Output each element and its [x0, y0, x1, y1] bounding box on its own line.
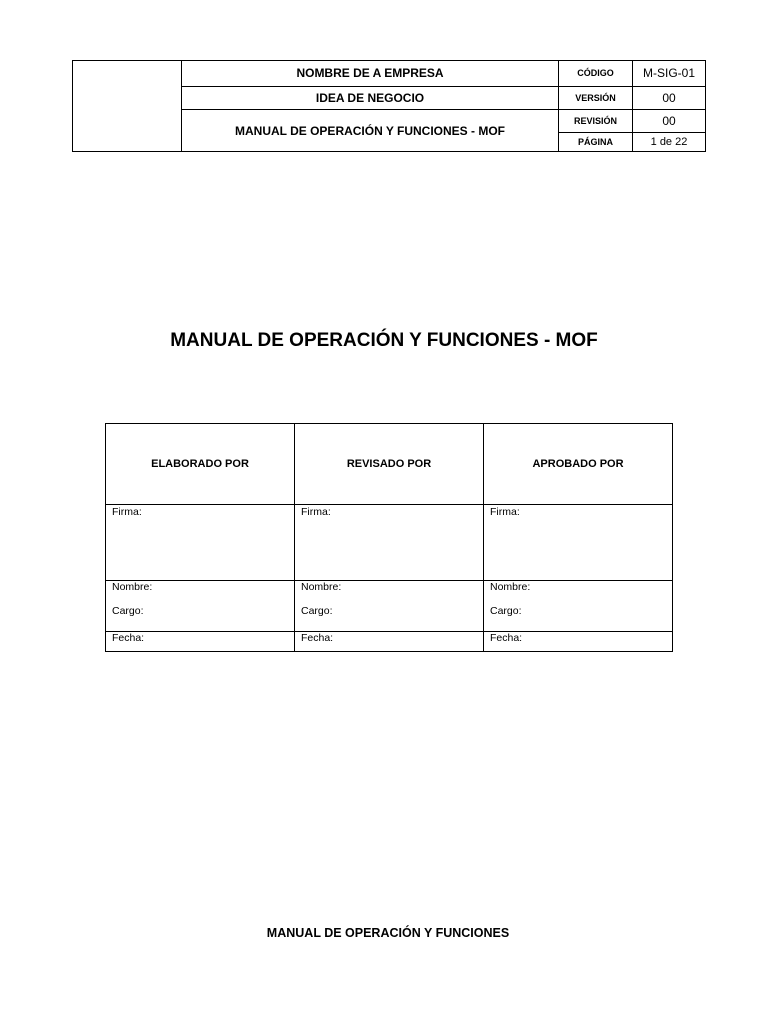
revision-value: 00: [633, 110, 706, 132]
fecha-cell-elaborado: [106, 632, 295, 652]
logo-cell: [73, 61, 182, 152]
firma-cell-revisado: [295, 505, 484, 581]
nombre-label: Nombre:: [490, 581, 531, 593]
codigo-label: CÓDIGO: [559, 61, 633, 87]
fecha-label: Fecha:: [301, 632, 334, 644]
pagina-label: PÁGINA: [559, 132, 633, 151]
firma-cell-aprobado: [484, 505, 673, 581]
document-header-table: [72, 60, 706, 152]
version-label: VERSIÓN: [559, 86, 633, 110]
page-title: MANUAL DE OPERACIÓN Y FUNCIONES - MOF: [170, 330, 598, 351]
nombre-cargo-cell-aprobado: [484, 581, 673, 632]
fecha-label: Fecha:: [490, 632, 523, 644]
version-value: 00: [633, 86, 706, 110]
fecha-label: Fecha:: [112, 632, 145, 644]
nombre-cargo-cell-revisado: [295, 581, 484, 632]
firma-cell-elaborado: [106, 505, 295, 581]
column-header-aprobado: APROBADO POR: [484, 424, 673, 505]
nombre-cargo-cell-elaborado: [106, 581, 295, 632]
firma-label: Firma:: [301, 506, 331, 518]
pagina-value: 1 de 22: [633, 132, 706, 151]
column-header-elaborado: ELABORADO POR: [106, 424, 295, 505]
nombre-label: Nombre:: [112, 581, 153, 593]
cargo-label: Cargo:: [301, 605, 333, 617]
signature-table: [105, 423, 673, 652]
manual-name: MANUAL DE OPERACIÓN Y FUNCIONES - MOF: [182, 110, 559, 152]
cargo-label: Cargo:: [112, 605, 144, 617]
fecha-cell-revisado: [295, 632, 484, 652]
page-footer: MANUAL DE OPERACIÓN Y FUNCIONES: [266, 926, 510, 940]
firma-label: Firma:: [112, 506, 142, 518]
company-name: NOMBRE DE A EMPRESA: [182, 61, 559, 87]
revision-label: REVISIÓN: [559, 110, 633, 132]
nombre-label: Nombre:: [301, 581, 342, 593]
firma-label: Firma:: [490, 506, 520, 518]
column-header-revisado: REVISADO POR: [295, 424, 484, 505]
business-idea: IDEA DE NEGOCIO: [182, 86, 559, 110]
cargo-label: Cargo:: [490, 605, 522, 617]
fecha-cell-aprobado: [484, 632, 673, 652]
codigo-value: M-SIG-01: [633, 61, 706, 87]
